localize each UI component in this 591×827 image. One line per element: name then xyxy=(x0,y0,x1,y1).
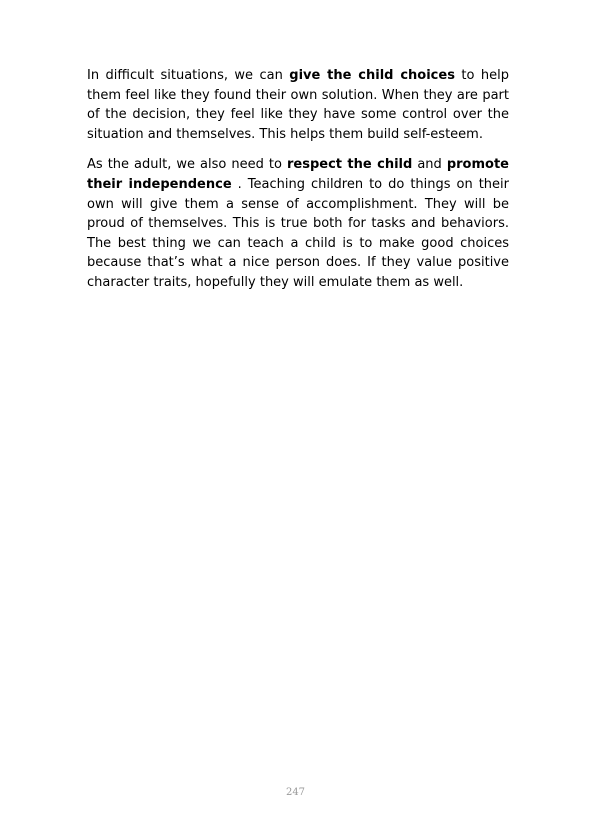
paragraph-1-text-1: In difficult situations, we can xyxy=(87,68,290,83)
paragraph-2-text-3: . Teaching children to do things on their own will give them a sense of accomplishment. They will be proud of themselves. This is true both for tasks and behaviors. The best thing we can teach a child is to make good choices because that’s what a nice person does. If they value positive character traits, hopefully they will emulate them as well. xyxy=(87,176,509,290)
paragraph-choices xyxy=(87,66,509,144)
paragraph-2-text-2: and xyxy=(412,157,447,173)
paragraph-independence xyxy=(87,155,509,292)
page-number: 247 xyxy=(285,787,306,798)
paragraph-1-text-2: to help them feel like they found their own solution. When they are part of the decision, they feel like they have some control over the situation and themselves. This helps them build self-esteem. xyxy=(87,68,509,142)
emphasis-give-the-child-choices: give the child choices xyxy=(289,68,455,83)
emphasis-promote-their-independence: promote their independence xyxy=(87,157,509,192)
paragraph-2-text-1: As the adult, we also need to xyxy=(87,157,287,173)
emphasis-respect-the-child: respect the child xyxy=(286,157,413,173)
body-text xyxy=(87,66,509,293)
